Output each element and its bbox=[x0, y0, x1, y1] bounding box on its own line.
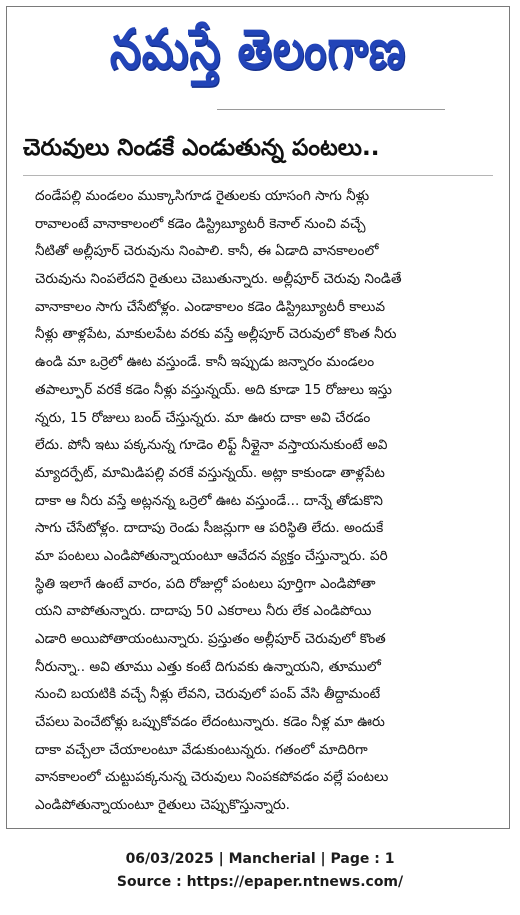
headline-divider bbox=[23, 175, 493, 176]
masthead-logo: నమస్తే తెలంగాణ bbox=[109, 18, 407, 82]
article-headline: చెరువులు నిండకే ఎండుతున్న పంటలు.. bbox=[23, 135, 380, 161]
article-line: రావాలంటే వానాకాలంలో కడెం డిస్ట్రిబ్యూటరీ కెనాల్ నుంచి వచ్చే bbox=[35, 215, 366, 232]
masthead bbox=[7, 7, 509, 93]
article-line: నుంచి బయటికి వచ్చే నీళ్లు లేవని, చెరువులో పంప్ వేసి తీద్దామంటే bbox=[35, 686, 381, 703]
article-body bbox=[35, 183, 503, 820]
article-line: ఉండి మా ఒర్రెలో ఊట వస్తుండే. కానీ ఇప్పుడు జన్నారం మండలం bbox=[35, 354, 375, 371]
article-line: మ్యాదర్పేట్, మామిడిపల్లి వరకే వస్తున్నయ్. అట్లా కాకుండా తాళ్లపేట bbox=[35, 464, 385, 481]
article-line: ఎండిపోతున్నాయంటూ రైతులు చెప్పుకొస్తున్నారు. bbox=[35, 797, 290, 814]
newspaper-clipping bbox=[6, 6, 510, 829]
article-line: చేపలు పెంచేటోళ్లు ఒప్పుకోవడం లేదంటున్నారు. కడెం నీళ్ల మా ఊరు bbox=[35, 714, 385, 731]
article-line: నీళ్లు తాళ్లపేట, మాకులపేట వరకు వస్తే అల్లీపూర్ చెరువులో కొంత నీరు bbox=[35, 326, 397, 343]
clip-source-link: Source : https://epaper.ntnews.com/ bbox=[116, 874, 404, 890]
article-line: న్నరు, 15 రోజులు బంద్ చేస్తున్నరు. మా ఊరు దాకా అవి చేరడం bbox=[35, 409, 371, 426]
article-line: నీటితో అల్లీపూర్ చెరువును నింపాలి. కానీ, ఈ ఏడాది వానకాలంలో bbox=[35, 243, 379, 260]
masthead-divider bbox=[217, 109, 445, 110]
article-line: స్థితి ఇలాగే ఉంటే వారం, పది రోజుల్లో పంటలు పూర్తిగా ఎండిపోతా bbox=[35, 575, 376, 592]
article-line: దాకా వచ్చేలా చేయాలంటూ వేడుకుంటున్నరు. గతంలో మాదిరిగా bbox=[35, 741, 368, 758]
article-line: ఎడారి అయిపోతాయంటున్నారు. ప్రస్తుతం అల్లీపూర్ చెరువులో కొంత bbox=[35, 631, 386, 647]
article-line: చెరువును నింపలేదని రైతులు చెబుతున్నారు. అల్లీపూర్ చెరువు నిండితే bbox=[35, 271, 402, 288]
article-line: తపాల్పూర్ వరకే కడెం నీళ్లు వస్తున్నయ్. అది కూడా 15 రోజులు ఇస్తు bbox=[35, 381, 392, 398]
article-line: సాగు చేసేటోళ్లం. దాదాపు రెండు సీజన్లుగా ఆ పరిస్థితి లేదు. అందుకే bbox=[35, 520, 384, 537]
article-line: దండేపల్లి మండలం ముక్కాసిగూడ రైతులకు యాసంగి సాగు నీళ్లు bbox=[35, 188, 370, 204]
article-line: దాకా ఆ నీరు వస్తే అట్లనన్న ఒర్రెలో ఊట వస్తుండే... దాన్నే తోడుకొని bbox=[35, 492, 383, 509]
article-line: వానకాలంలో చుట్టుపక్కనున్న చెరువులు నింపకపోవడం వల్లే పంటలు bbox=[35, 769, 389, 786]
article-line: మా పంటలు ఎండిపోతున్నాయంటూ ఆవేదన వ్యక్తం చేస్తున్నారు. పరి bbox=[35, 547, 388, 564]
clip-date-edition-page: 06/03/2025 | Mancherial | Page : 1 bbox=[125, 851, 395, 867]
article-line: యని వాపోతున్నారు. దాదాపు 50 ఎకరాలు నీరు లేక ఎండిపోయి bbox=[35, 603, 372, 620]
article-line: వానాకాలం సాగు చేసేటోళ్లం. ఎండాకాలం కడెం డిస్ట్రిబ్యూటరీ కాలువ bbox=[35, 298, 386, 315]
article-line: లేదు. పోనీ ఇటు పక్కనున్న గూడెం లిఫ్ట్ నీళ్లైనా వస్తాయనుకుంటే అవి bbox=[35, 437, 388, 454]
article-line: నీరున్నా.. అవి తూము ఎత్తు కంటే దిగువకు ఉన్నాయని, తూములో bbox=[35, 658, 381, 675]
